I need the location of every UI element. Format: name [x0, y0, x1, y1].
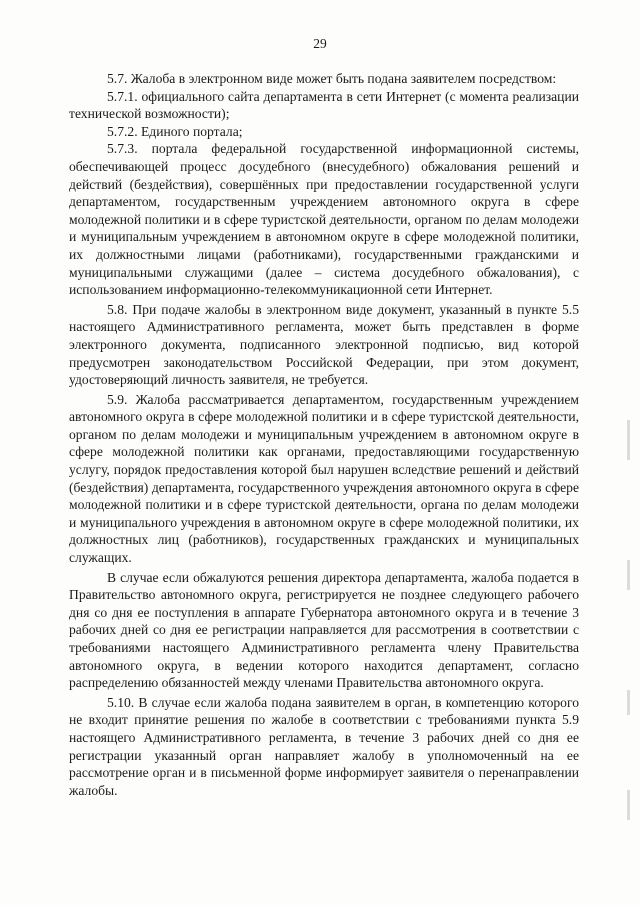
page-number: 29: [313, 36, 327, 51]
paragraph-5-7-2: 5.7.2. Единого портала;: [107, 123, 243, 139]
paragraph-5-7: 5.7. Жалоба в электронном виде может быть подана заявителем посредством:: [107, 71, 557, 86]
paragraph-5-7-1: 5.7.1. официального сайта департамента в сети Интернет (с момента реализации технической возможности);: [69, 88, 579, 122]
paragraph-5-9-director: В случае если обжалуются решения директора департамента, жалоба подается в Правительство автономного округа, регистрируется не позднее следующего рабочего дня со дня ее поступления в аппарате Губернатора автономного округа и в течение 3 рабочих дней со дня ее регистрации направляется для рассмотрения в соответствии с требованиями настоящего Административного регламента члену Правительства автономного округа, в ведении которого находится департамент, согласно распределению обязанностей между членами Правительства автономного округа.: [69, 569, 579, 691]
document-body: [69, 70, 579, 799]
paragraph-5-7-3: 5.7.3. портала федеральной государственной информационной системы, обеспечивающей процесс досудебного (внесудебного) обжалования решений и действий (бездействия), совершённых при предоставлении государственной услуги департаментом, государственным учреждением автономного округа в сфере молодежной политики и в сфере туристской деятельности, органом по делам молодежи и муниципальным учреждением в автономном округе в сфере молодежной политики, их должностными лицами (работниками), государственными гражданскими и муниципальными служащими (далее – система досудебного обжалования), с использованием информационно-телекоммуникационной сети Интернет.: [69, 141, 579, 298]
scan-artifact: [627, 420, 630, 460]
scan-artifact: [627, 690, 630, 715]
paragraph-5-9: 5.9. Жалоба рассматривается департаментом, государственным учреждением автономного округа в сфере молодежной политики и в сфере туристской деятельности, органом по делам молодежи и муниципальным учреждением в автономном округе в сфере молодежной политики как органами, предоставляющими государственную услугу, порядок предоставления которой был нарушен вследствие решений и действий (бездействия) департамента, государственного учреждения автономного округа в сфере молодежной политики и в сфере туристской деятельности, органа по делам молодежи и муниципального учреждения в автономном округе в сфере молодежной политики, их должностных лиц (работников), государственных гражданских и муниципальных служащих.: [69, 391, 579, 566]
scan-artifact: [627, 790, 630, 820]
paragraph-5-10: 5.10. В случае если жалоба подана заявителем в орган, в компетенцию которого не входит принятие решения по жалобе в соответствии с требованиями пункта 5.9 настоящего Административного регламента, в течение 3 рабочих дней со дня ее регистрации указанный орган направляет жалобу в уполномоченный на ее рассмотрение орган и в письменной форме информирует заявителя о перенаправлении жалобы.: [69, 694, 579, 798]
scan-artifact: [627, 560, 630, 590]
paragraph-5-8: 5.8. При подаче жалобы в электронном виде документ, указанный в пункте 5.5 настоящего Административного регламента, может быть представлен в форме электронного документа, подписанного электронной подписью, вид которой предусмотрен законодательством Российской Федерации, при этом документ, удостоверяющий личность заявителя, не требуется.: [69, 301, 579, 388]
